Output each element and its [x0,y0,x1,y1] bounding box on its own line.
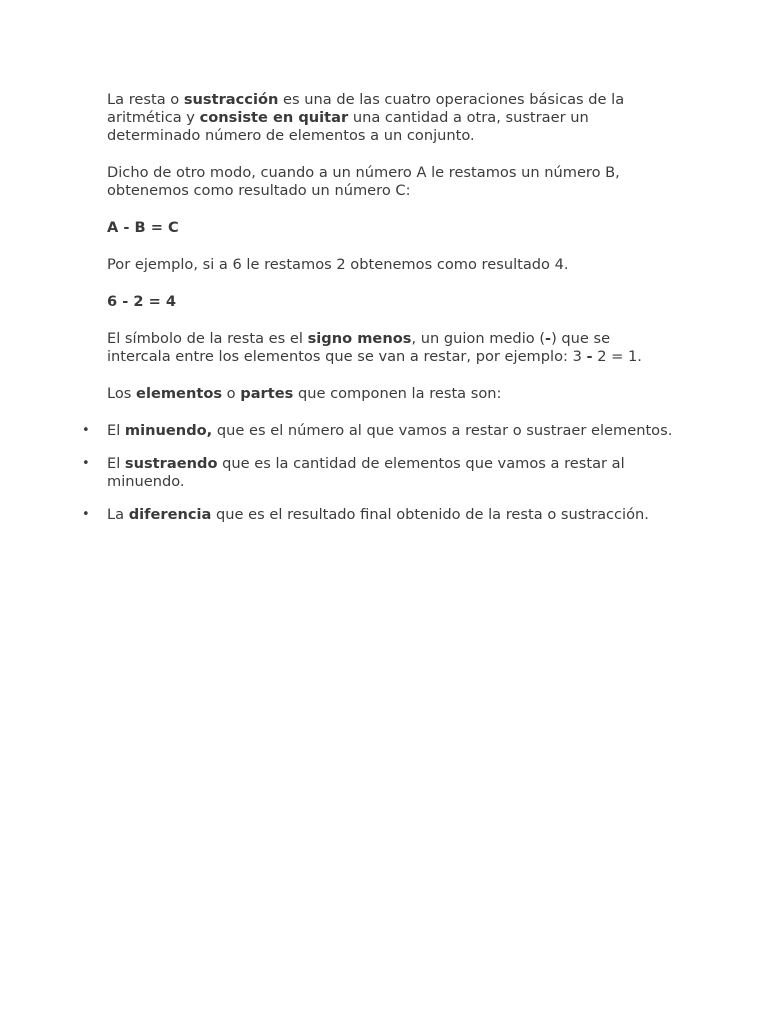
bullet-icon: • [82,456,90,471]
list-item-text: que es el número al que vamos a restar o sustraer elementos. [212,422,673,439]
bullet-icon: • [82,507,90,522]
term-sustraccion: sustracción [183,91,279,108]
other-way-paragraph: Dicho de otro modo, cuando a un número A le restamos un número B, obtenemos como resultado un número C: [107,164,620,199]
term-elementos: elementos [136,385,223,402]
list-item-prefix: La [107,506,129,523]
formula-text: A - B = C [107,219,179,236]
list-item [82,455,677,491]
minus-sign-2: - [586,348,593,365]
minus-sign-1: - [545,330,552,347]
parts-list [82,422,677,524]
document-body [82,91,677,539]
intro-text-2: es una de las cuatro operaciones básicas de la aritmética y [107,91,625,126]
term-sustraendo: sustraendo [124,455,218,472]
list-item-prefix: El [107,455,125,472]
intro-text-3: una cantidad a otra, sustraer un determinado número de elementos a un conjunto. [107,109,589,144]
general-formula [107,219,677,237]
intro-text-1: La resta o [107,91,184,108]
term-consiste-en-quitar: consiste en quitar [199,109,349,126]
symbol-text-3: ) que se intercala entre los elementos que se van a restar, por ejemplo: 3 [107,330,611,365]
parts-text-2: o [222,385,241,402]
term-partes: partes [240,385,294,402]
symbol-text-4: 2 = 1. [592,348,642,365]
symbol-text-1: El símbolo de la resta es el [107,330,308,347]
symbol-text-2: , un guion medio ( [411,330,546,347]
list-item [82,422,677,440]
list-item [82,506,677,524]
term-signo-menos: signo menos [307,330,412,347]
parts-text-3: que componen la resta son: [293,385,502,402]
term-diferencia: diferencia [128,506,212,523]
symbol-paragraph [107,330,677,366]
list-item-text: que es el resultado final obtenido de la resta o sustracción. [211,506,649,523]
term-minuendo: minuendo, [124,422,213,439]
list-item-text: que es la cantidad de elementos que vamos a restar al minuendo. [107,455,625,490]
parts-intro-paragraph [107,385,677,403]
example-formula [107,293,677,311]
intro-paragraph [107,91,677,145]
example-paragraph: Por ejemplo, si a 6 le restamos 2 obtenemos como resultado 4. [107,256,569,273]
example-formula-text: 6 - 2 = 4 [107,293,177,310]
bullet-icon: • [82,423,90,438]
parts-text-1: Los [107,385,137,402]
list-item-prefix: El [107,422,125,439]
